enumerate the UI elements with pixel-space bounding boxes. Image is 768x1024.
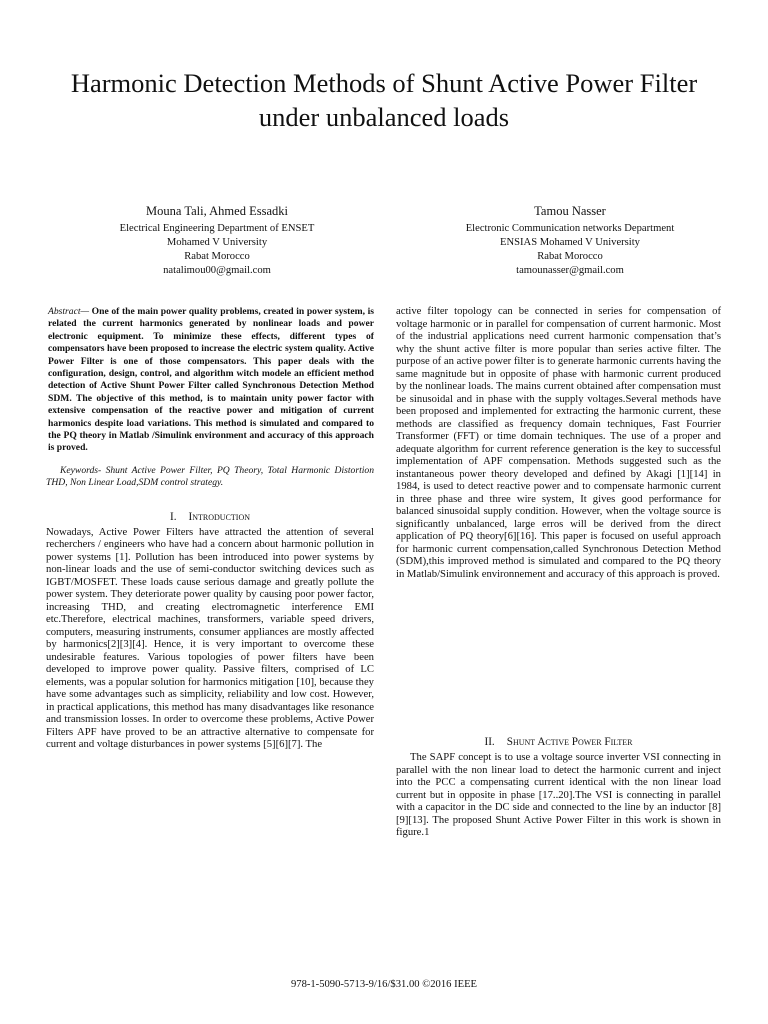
section-heading-shunt-active-power-filter [396,735,721,749]
author-university: ENSIAS Mohamed V University [500,237,640,248]
right-column [396,306,721,581]
author-email: natalimou00@gmail.com [163,265,271,276]
section-title: Introduction [188,510,251,523]
section-number: I. [169,510,177,523]
copyright-footer: 978-1-5090-5713-9/16/$31.00 ©2016 IEEE [290,979,478,990]
section-title: Shunt Active Power Filter [506,736,633,748]
section-number: II. [484,736,495,748]
abstract-text: One of the main power quality problems, created in power system, is related the current harmonics generated by nonlinear loads and power electronic equipment. To minimize these effects, different types of compensators have been proposed to increase the electric system quality. Active Power Filter is one of those compensators. This paper deals with the configuration, design, control, and algorithm witch modele an efficient method detection of Active Shunt Power Filter called Synchronous Detection Method SDM. The objective of this method, is to maintain unity power factor with extensive compensation of the reactive power and mitigation of current harmonics despite load variations. This method is simulated and compared to the PQ theory in Matlab /Simulink environment and accuracy of this approach is proved. [48,306,374,454]
abstract-lead: Abstract— [48,306,90,317]
author-name: Mouna Tali, Ahmed Essadki [146,204,288,218]
introduction-paragraph-continued: active filter topology can be connected in series for compensation of voltage harmonic or in parallel for compensation of current harmonic. Most of the industrial applications need current harmonic compensation that’s why the shunt active filter is more popular than series active filter. The purpose of an active power filter is to generate harmonic currents having the same magnitude but in opposite of phase with harmonic current produced by the nonlinear loads. The mains current obtained after compensation must be sinusoidal and in phase with the supply voltages.Several methods have been proposed and implemented for extracting the harmonic current, these methods are classified as frequency domain techniques, Fast Fourrier Transformer (FFT) or time domain techniques. The use of a proper and adequate algorithm for current reference generation is the key to successful implementation of APF compensation. Methods suggested such as the instantaneous power theory developed and defined by Akagi [1][14] in 1984, is used to detect reactive power and to compensate harmonic current in three phase and three wire system, It gives good performance for balanced sinusoidal supply condition. However, when the voltage source is significantly unbalanced, large erros will be derived from the direct application of PQ theory[6][16]. This paper is focused on useful approach for harmonic current compensation,called Synchronous Detection Method (SDM),this improved method is simulated and compared to the PQ theory in Matlab/Simulink environnement and accuracy of this approach is proved. [396,306,722,580]
author-name: Tamou Nasser [534,204,606,218]
section-2-body [396,752,721,840]
introduction-paragraph: Nowadays, Active Power Filters have attracted the attention of several recherchers / engineers who have had a concern about harmonic pollution in power systems [1]. Pollution has been introduced into power systems by non-linear loads and the use of semi-conductor switching devices such as IGBT/MOSFET. These loads cause serious damage and greatly pollute the power system. They deteriorate power quality by causing poor power factor, increasing THD, and creating electromagnetic interference EMI etc.Therefore, electrical machines, transformers, variable speed drivers, computers, measuring instruments, consumer appliances are mostly affected by harmonics[2][3][4]. Hence, it is very important to overcome these undesirable features. Various topologies of power filters have been developed to improve power quality. Passive filters, comprised of LC elements, was a popular solution for harmonics mitigation [10], because they have some advantages such as simplicity, reliability and low cost. However, in practical applications, this method has many disadvantages like resonance and transmission losses. In order to overcome these problems, Active Power Filters APF have proved to be an attractive alternative to compensate for current and voltage disturbances in power systems [5][6][7]. The [46,526,374,751]
author-block-2 [420,203,720,278]
section-2-paragraph: The SAPF concept is to use a voltage source inverter VSI connecting in parallel with the non linear load to detect the harmonic current and inject into the PCC a compensating current identical with the non linear load current but in opposite in phase [17..20].The VSI is connecting in parallel with a capacitor in the DC side and connected to the line by an inductor [8][9][13]. The proposed Shunt Active Power Filter in this work is shown in figure.1 [396,752,721,838]
abstract [46,306,374,455]
author-location: Rabat Morocco [184,251,250,262]
author-block-1 [72,203,362,278]
left-column [46,306,374,752]
author-university: Mohamed V University [166,237,268,248]
author-affiliation: Electrical Engineering Department of ENSET [119,223,315,234]
author-affiliation: Electronic Communication networks Department [465,223,675,234]
author-email: tamounasser@gmail.com [516,265,624,276]
author-location: Rabat Morocco [537,251,603,262]
section-heading-introduction [46,510,374,524]
paper-title: Harmonic Detection Methods of Shunt Active Power Filter under unbalanced loads [70,68,698,132]
keywords: Keywords- Shunt Active Power Filter, PQ Theory, Total Harmonic Distortion THD, Non Linear Load,SDM control strategy. [46,464,374,489]
